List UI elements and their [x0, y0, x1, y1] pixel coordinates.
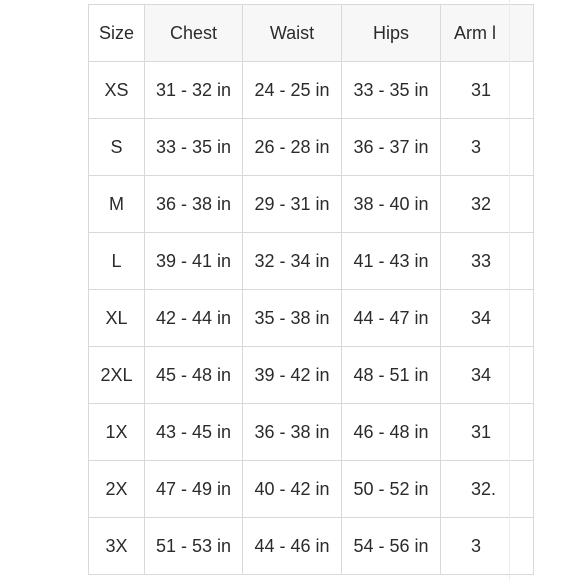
cell-waist: 44 - 46 in [243, 518, 342, 575]
cell-hips: 48 - 51 in [342, 347, 441, 404]
cell-chest: 31 - 32 in [145, 62, 243, 119]
table-row [89, 119, 534, 176]
cell-arm-length: 34 [441, 290, 534, 347]
cell-arm-length: 32 [441, 176, 534, 233]
cell-hips: 33 - 35 in [342, 62, 441, 119]
header-hips: Hips [342, 5, 441, 62]
cell-hips: 46 - 48 in [342, 404, 441, 461]
cell-arm-length: 31 [441, 62, 534, 119]
page-edge-divider [509, 0, 510, 580]
cell-chest: 45 - 48 in [145, 347, 243, 404]
cell-size: 3X [89, 518, 145, 575]
cell-waist: 35 - 38 in [243, 290, 342, 347]
cell-hips: 38 - 40 in [342, 176, 441, 233]
header-waist: Waist [243, 5, 342, 62]
header-row [89, 5, 534, 62]
cell-size: M [89, 176, 145, 233]
table-row [89, 62, 534, 119]
cell-size: 2XL [89, 347, 145, 404]
cell-hips: 54 - 56 in [342, 518, 441, 575]
cell-waist: 32 - 34 in [243, 233, 342, 290]
header-chest: Chest [145, 5, 243, 62]
cell-hips: 44 - 47 in [342, 290, 441, 347]
table-row [89, 347, 534, 404]
size-chart-table [88, 4, 534, 575]
cell-arm-length: 3 [441, 119, 534, 176]
cell-size: L [89, 233, 145, 290]
cell-waist: 40 - 42 in [243, 461, 342, 518]
cell-arm-length: 3 [441, 518, 534, 575]
cell-arm-length: 34 [441, 347, 534, 404]
cell-waist: 24 - 25 in [243, 62, 342, 119]
table-row [89, 233, 534, 290]
header-size: Size [89, 5, 145, 62]
cell-chest: 33 - 35 in [145, 119, 243, 176]
cell-arm-length: 33 [441, 233, 534, 290]
cell-size: 1X [89, 404, 145, 461]
cell-hips: 36 - 37 in [342, 119, 441, 176]
table-row [89, 461, 534, 518]
cell-size: XS [89, 62, 145, 119]
table-row [89, 518, 534, 575]
cell-hips: 41 - 43 in [342, 233, 441, 290]
cell-waist: 36 - 38 in [243, 404, 342, 461]
cell-waist: 39 - 42 in [243, 347, 342, 404]
cell-hips: 50 - 52 in [342, 461, 441, 518]
cell-chest: 51 - 53 in [145, 518, 243, 575]
table-header [89, 5, 534, 62]
cell-chest: 39 - 41 in [145, 233, 243, 290]
cell-chest: 43 - 45 in [145, 404, 243, 461]
cell-waist: 26 - 28 in [243, 119, 342, 176]
table-row [89, 404, 534, 461]
cell-chest: 42 - 44 in [145, 290, 243, 347]
cell-waist: 29 - 31 in [243, 176, 342, 233]
size-table-viewport[interactable] [88, 4, 497, 580]
table-row [89, 176, 534, 233]
cell-size: S [89, 119, 145, 176]
cell-arm-length: 31 [441, 404, 534, 461]
header-arm-length: Arm l [441, 5, 534, 62]
cell-arm-length: 32. [441, 461, 534, 518]
table-body [89, 62, 534, 575]
cell-chest: 36 - 38 in [145, 176, 243, 233]
cell-size: 2X [89, 461, 145, 518]
table-row [89, 290, 534, 347]
cell-size: XL [89, 290, 145, 347]
cell-chest: 47 - 49 in [145, 461, 243, 518]
